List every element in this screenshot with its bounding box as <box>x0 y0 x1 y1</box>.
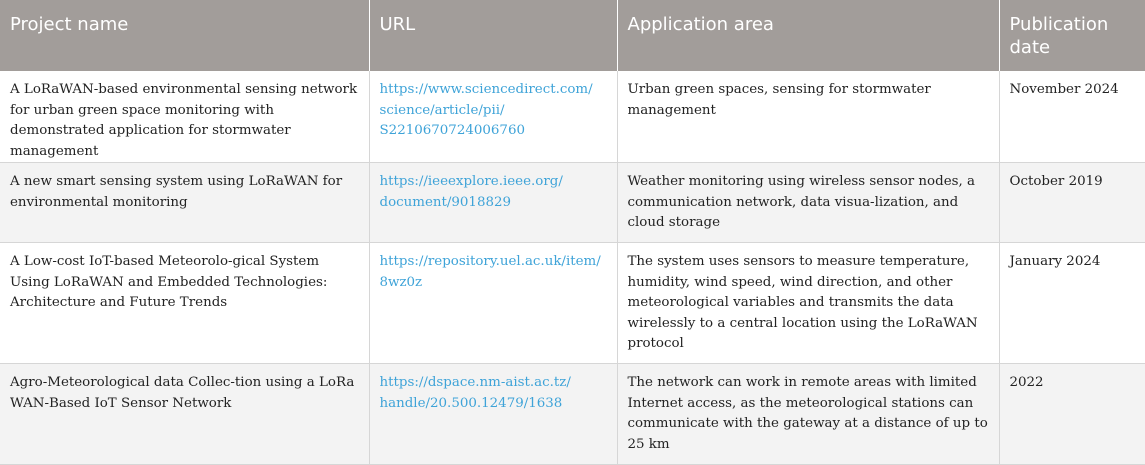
publication-date-cell: 2022 <box>999 364 1145 465</box>
publication-date-cell: January 2024 <box>999 243 1145 364</box>
url-link[interactable]: https://ieeexplore.ieee.org/ document/9018829 <box>379 174 563 210</box>
url-cell[interactable] <box>369 71 617 163</box>
table-body <box>0 71 1145 465</box>
project-name-cell: A LoRaWAN-based environmental sensing network for urban green space monitoring with demonstrated application for stormwater management <box>0 71 369 163</box>
project-name-cell: A new smart sensing system using LoRaWAN for environmental monitoring <box>0 163 369 243</box>
table-row <box>0 364 1145 465</box>
header-row <box>0 0 1145 71</box>
table-header <box>0 0 1145 71</box>
header-publication-date-line2: date <box>1009 37 1051 58</box>
url-cell[interactable] <box>369 163 617 243</box>
application-area-cell: The system uses sensors to measure temperature, humidity, wind speed, wind direction, and other meteorological variables and transmits the data wirelessly to a central location using the LoRaWAN protocol <box>617 243 999 364</box>
url-cell[interactable] <box>369 243 617 364</box>
url-cell[interactable] <box>369 364 617 465</box>
publication-date-cell: October 2019 <box>999 163 1145 243</box>
project-name-cell: Agro-Meteorological data Collec-tion using a LoRa WAN-Based IoT Sensor Network <box>0 364 369 465</box>
header-project-name: Project name <box>0 0 369 71</box>
application-area-cell: Urban green spaces, sensing for stormwater management <box>617 71 999 163</box>
project-name-cell: A Low-cost IoT-based Meteorolo-gical System Using LoRaWAN and Embedded Technologies: Architecture and Future Trends <box>0 243 369 364</box>
url-link[interactable]: https://www.sciencedirect.com/ science/article/pii/ S2210670724006760 <box>379 82 593 138</box>
header-url: URL <box>369 0 617 71</box>
table-row <box>0 163 1145 243</box>
publication-date-cell: November 2024 <box>999 71 1145 163</box>
table-row <box>0 243 1145 364</box>
url-link[interactable]: https://repository.uel.ac.uk/item/ 8wz0z <box>379 254 601 290</box>
application-area-cell: The network can work in remote areas with limited Internet access, as the meteorological stations can communicate with the gateway at a distance of up to 25 km <box>617 364 999 465</box>
header-publication-date-line1: Publication <box>1009 14 1109 35</box>
header-application-area: Application area <box>617 0 999 71</box>
header-publication-date <box>999 0 1145 71</box>
table-row <box>0 71 1145 163</box>
application-area-cell: Weather monitoring using wireless sensor nodes, a communication network, data visua-lization, and cloud storage <box>617 163 999 243</box>
url-link[interactable]: https://dspace.nm-aist.ac.tz/ handle/20.500.12479/1638 <box>379 375 571 411</box>
